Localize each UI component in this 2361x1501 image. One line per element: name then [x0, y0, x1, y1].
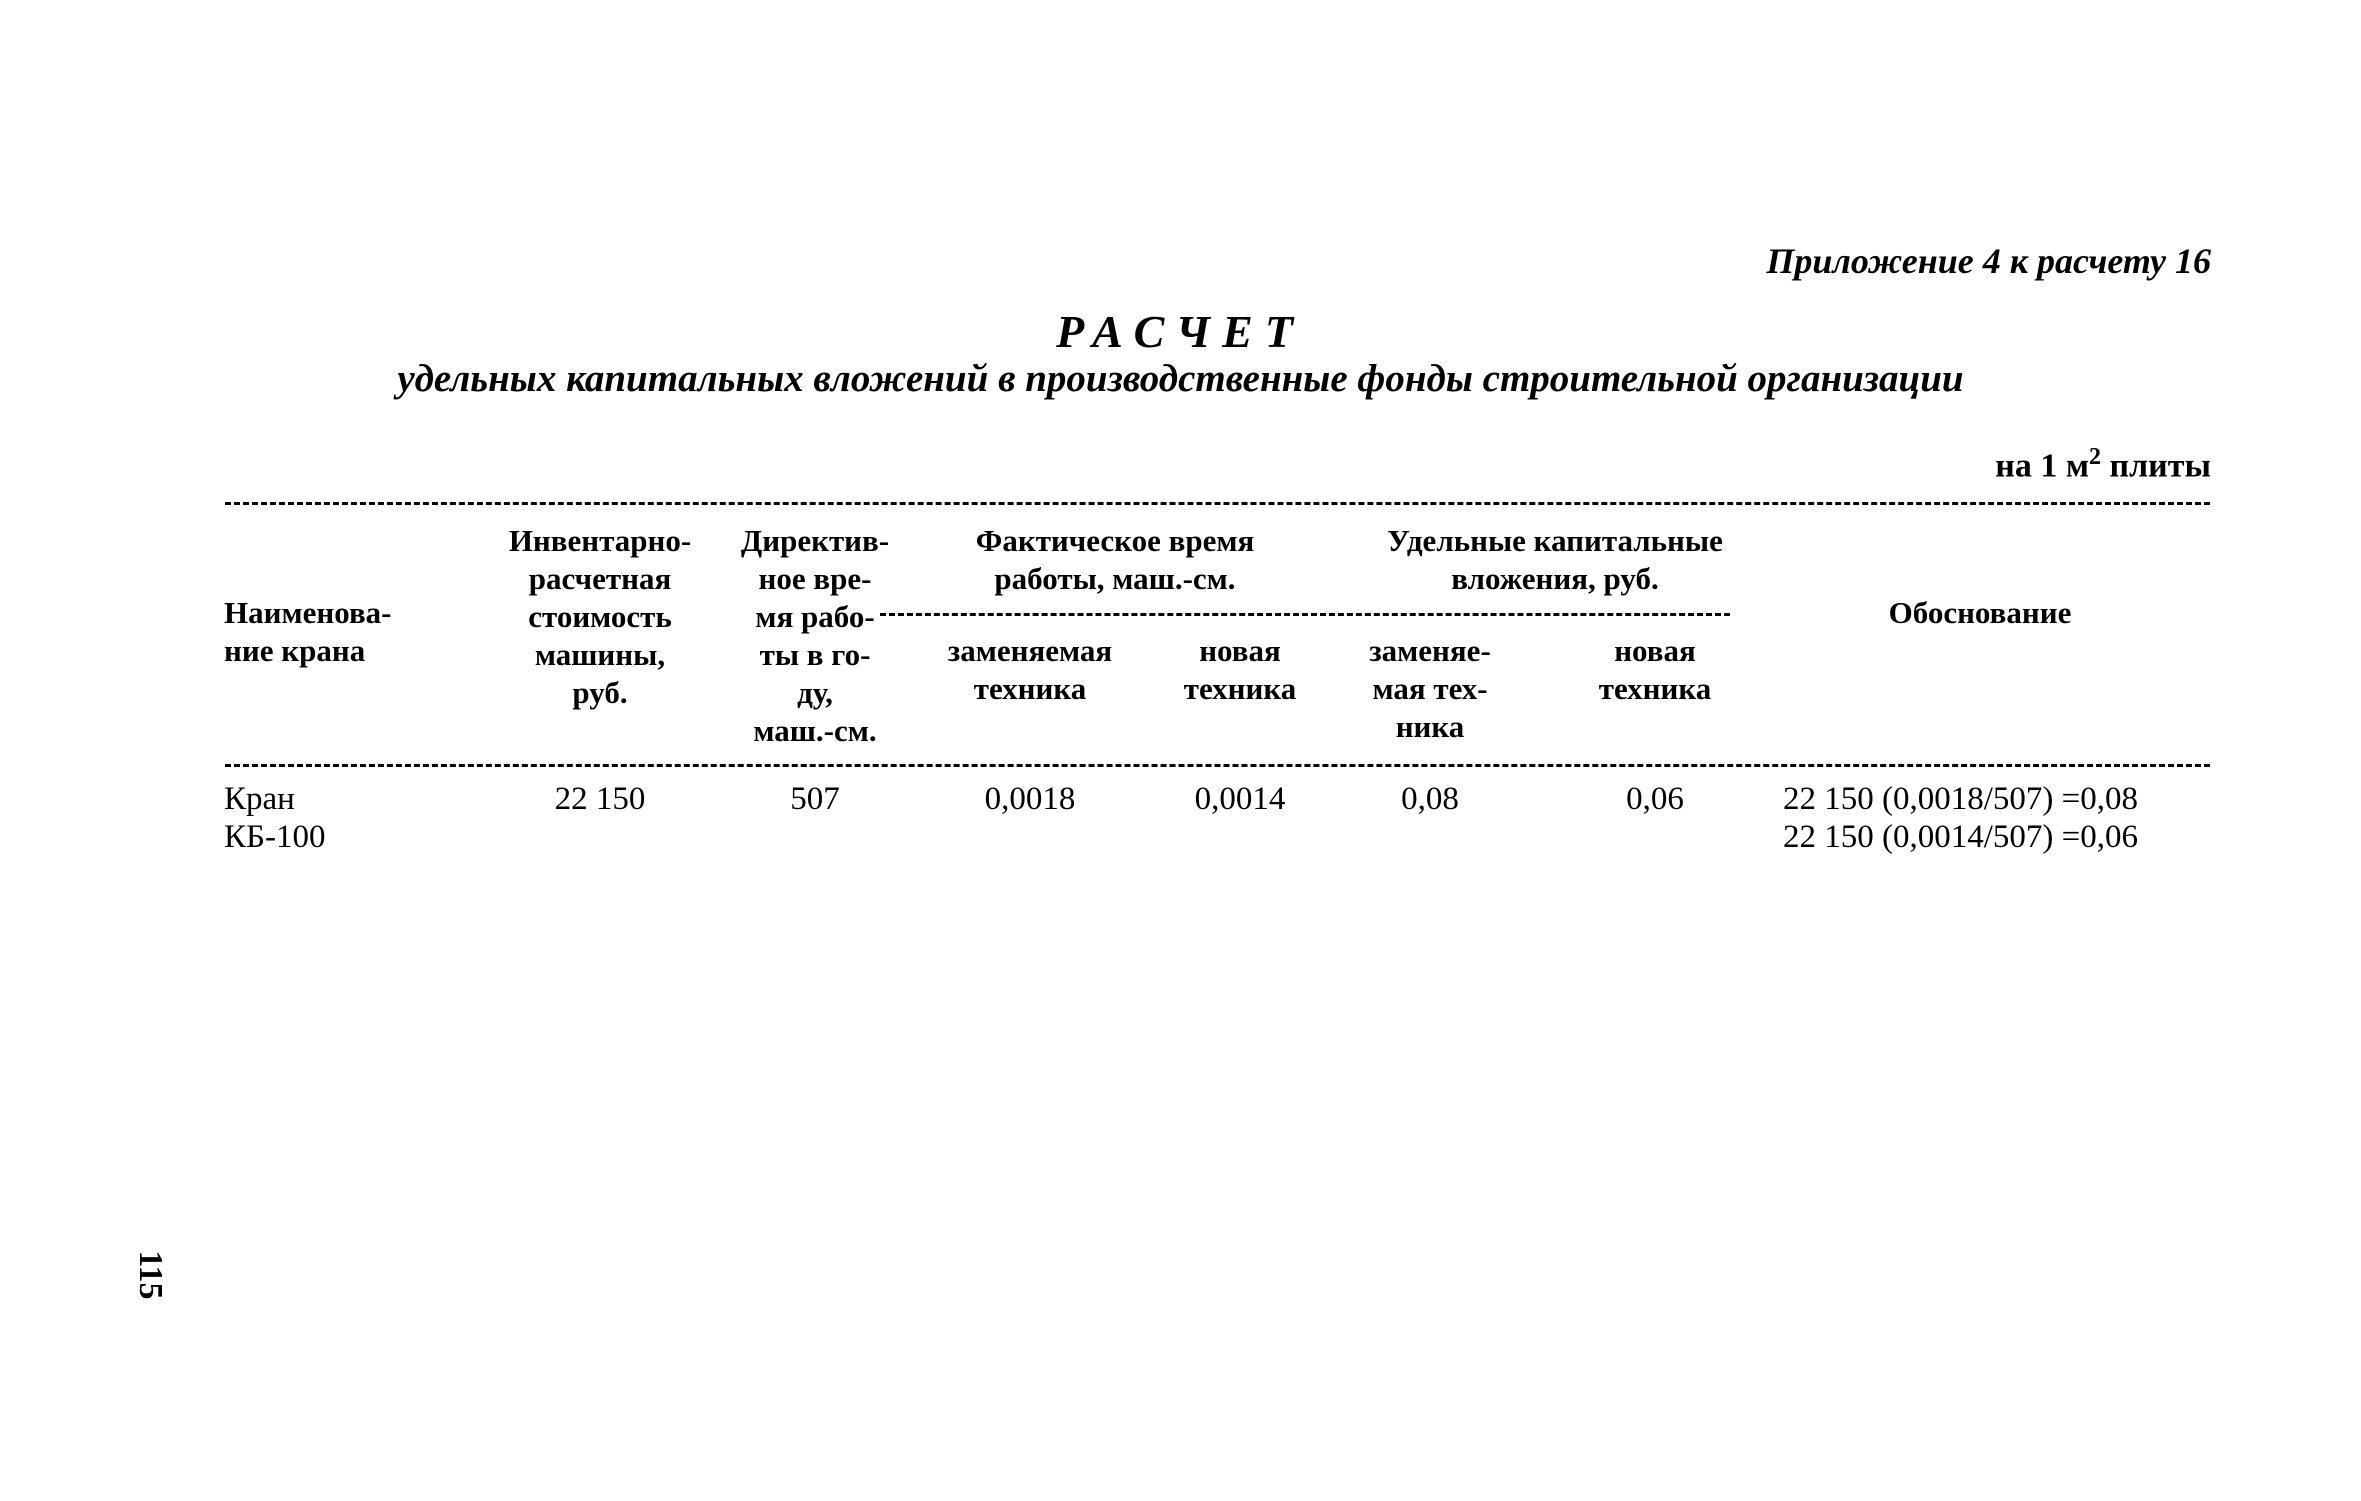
header-directive-time: Директив- ное вре- мя рабо- ты в го- ду, маш.-см.: [740, 523, 890, 748]
unit-prefix: на 1 м: [1995, 447, 2089, 485]
document-title: РАСЧЕТ: [1056, 306, 1305, 357]
header-capital-replaced: заменяе- мая тех- ника: [1369, 633, 1491, 744]
row-justification-line-2: 22 150 (0,0014/507) =0,06: [1783, 819, 2139, 855]
unit-label: [1995, 444, 2211, 485]
header-crane-name: Наименова- ние крана: [224, 595, 392, 668]
header-actual-replaced: заменяемая техника: [947, 633, 1113, 706]
group-header-rule: [880, 613, 1730, 616]
appendix-label: Приложение 4 к расчету 16: [1766, 241, 2211, 281]
row-directive-time: 507: [790, 781, 840, 817]
row-justification-line-1: 22 150 (0,0018/507) =0,08: [1783, 781, 2139, 817]
page-number: 115: [132, 1250, 169, 1300]
unit-suffix: плиты: [2100, 447, 2211, 485]
table-top-rule: [225, 502, 2210, 505]
row-actual-replaced: 0,0018: [984, 781, 1076, 817]
unit-superscript: 2: [2088, 444, 2101, 470]
header-cost: Инвентарно- расчетная стоимость машины, руб.: [508, 523, 692, 710]
header-justification: Обоснование: [1888, 595, 2072, 630]
header-actual-time-group: Фактическое время работы, маш.-см.: [975, 523, 1255, 596]
row-cost: 22 150: [554, 781, 646, 817]
row-crane-name: Кран КБ-100: [224, 781, 326, 855]
header-capital-new: новая техника: [1598, 633, 1712, 706]
row-capital-new: 0,06: [1626, 781, 1684, 817]
header-capital-group: Удельные капитальные вложения, руб.: [1387, 523, 1723, 596]
header-bottom-rule: [225, 764, 2210, 767]
row-actual-new: 0,0014: [1194, 781, 1286, 817]
document-subtitle: удельных капитальных вложений в производственные фонды строительной организации: [397, 357, 1964, 400]
header-actual-new: новая техника: [1183, 633, 1297, 706]
row-capital-replaced: 0,08: [1401, 781, 1459, 817]
